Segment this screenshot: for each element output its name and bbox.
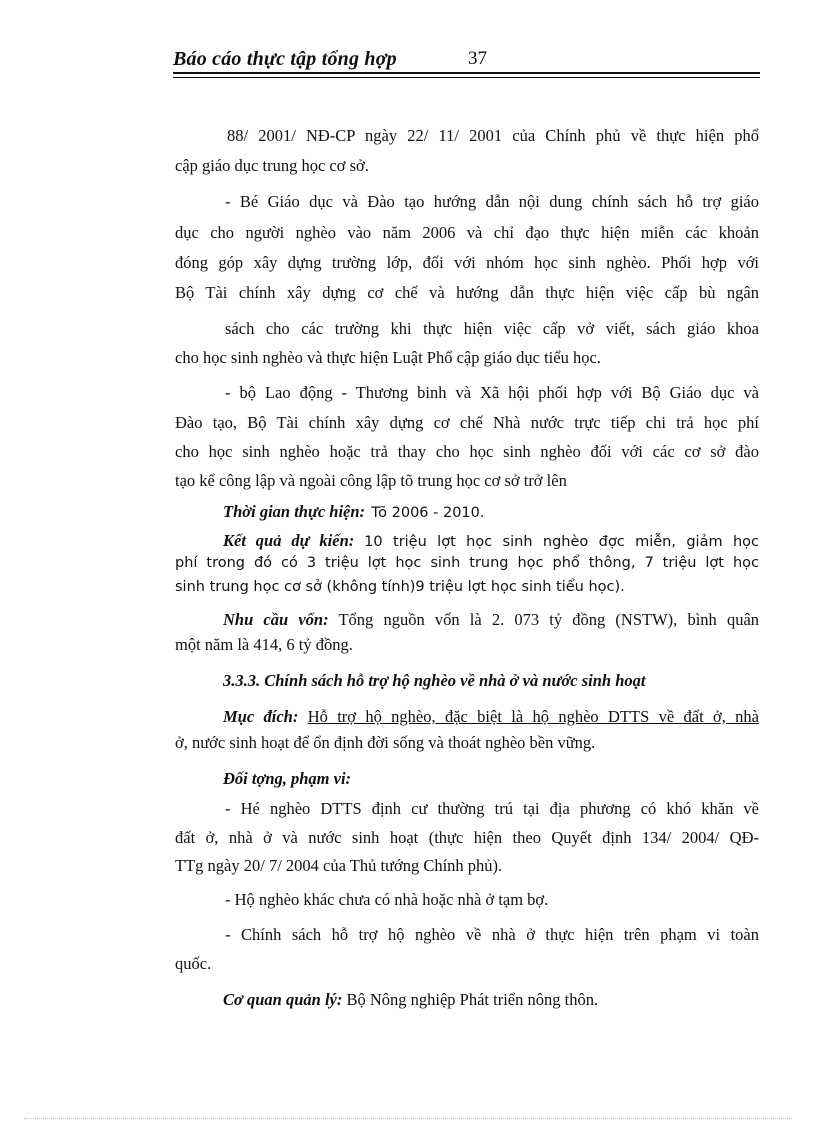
text-line: 88/ 2001/ NĐ-CP ngày 22/ 11/ 2001 của Chính phủ về thực hiện phổ — [227, 126, 759, 145]
text-line: Cơ quan quản lý: Bộ Nông nghiệp Phát triển nông thôn. — [223, 990, 599, 1009]
text-line: - Hộ nghèo khác chưa có nhà hoặc nhà ở tạm bợ. — [225, 890, 549, 909]
lead-label: Kết quả dự kiến: — [223, 531, 355, 550]
page-header — [173, 46, 760, 80]
page-number: 37 — [468, 48, 487, 69]
text-line: - bộ Lao động - Thương binh và Xã hội phối hợp với Bộ Giáo dục và — [225, 383, 759, 402]
text-line: tạo kể công lập và ngoài công lập tõ trung học cơ sở trở lên — [175, 471, 567, 490]
text-line: đóng góp xây dựng trường lớp, đối với nhóm học sinh nghèo. Phối hợp với — [175, 253, 759, 272]
lead-label: Nhu cầu vốn: — [223, 610, 329, 629]
text-line: Kết quả dự kiến: 10 triệu lợt học sinh nghèo đợc miễn, giảm học — [223, 531, 760, 550]
lead-label: Cơ quan quản lý: — [223, 990, 343, 1009]
text-line: sách cho các trường khi thực hiện việc cấp vở viết, sách giáo khoa — [225, 319, 759, 338]
text-line: ở, nước sinh hoạt để ổn định đời sống và thoát nghèo bền vững. — [175, 733, 596, 752]
text-line: - Hé nghèo DTTS định cư thường trú tại địa phương có khó khăn về — [225, 799, 759, 818]
lead-label: Thời gian thực hiện: — [223, 502, 366, 521]
text-line: - Bé Giáo dục và Đào tạo hướng dẫn nội dung chính sách hỗ trợ giáo — [225, 192, 759, 211]
text-line: cho học sinh nghèo hoặc trả thay cho học sinh nghèo đối với các cơ sở đào — [175, 442, 759, 461]
header-title: Báo cáo thực tập tổng hợp — [173, 48, 397, 70]
text-line: sinh trung học cơ sở (không tính)9 triệu lợt học sinh tiểu học). — [175, 579, 625, 595]
text-line: Thời gian thực hiện: Tõ 2006 - 2010. — [223, 502, 485, 521]
lead-label: Mục đích: — [223, 707, 299, 726]
section-heading: 3.3.3. Chính sách hỗ trợ hộ nghèo về nhà ở và nước sinh hoạt — [223, 671, 646, 690]
footer-divider — [24, 1118, 792, 1119]
header-rule-thick — [173, 72, 760, 74]
text-line: Đào tạo, Bộ Tài chính xây dựng cơ chế Nhà nước trực tiếp chi trả học phí — [175, 413, 759, 432]
text-line: một năm là 414, 6 tỷ đồng. — [175, 635, 353, 654]
text-line: cập giáo dục trung học cơ sở. — [175, 156, 369, 175]
text-line: - Chính sách hỗ trợ hộ nghèo về nhà ở thực hiện trên phạm vi toàn — [225, 925, 759, 944]
lead-label: Đối tợng, phạm vi: — [223, 769, 352, 788]
text-line: Bộ Tài chính xây dựng cơ chế và hướng dẫn thực hiện việc cấp bù ngân — [175, 283, 759, 302]
text-line: phí trong đó có 3 triệu lợt học sinh trung học phổ thông, 7 triệu lợt học — [175, 555, 759, 571]
text-line: Mục đích: Hỗ trợ hộ nghèo, đặc biệt là hộ nghèo DTTS về đất ở, nhà — [223, 707, 760, 726]
text-line: cho học sinh nghèo và thực hiện Luật Phổ cập giáo dục tiểu học. — [175, 348, 601, 367]
text-line: dục cho người nghèo vào năm 2006 và chỉ đạo thực hiện miễn các khoản — [175, 223, 759, 242]
header-rule-thin — [173, 77, 760, 78]
text-line: TTg ngày 20/ 7/ 2004 của Thủ tướng Chính phủ). — [175, 856, 503, 875]
text-line: Nhu cầu vốn: Tổng nguồn vốn là 2. 073 tỷ đồng (NSTW), bình quân — [223, 610, 760, 629]
text-line: đất ở, nhà ở và nước sinh hoạt (thực hiện theo Quyết định 134/ 2004/ QĐ- — [175, 828, 759, 847]
text-line: quốc. — [175, 954, 212, 973]
